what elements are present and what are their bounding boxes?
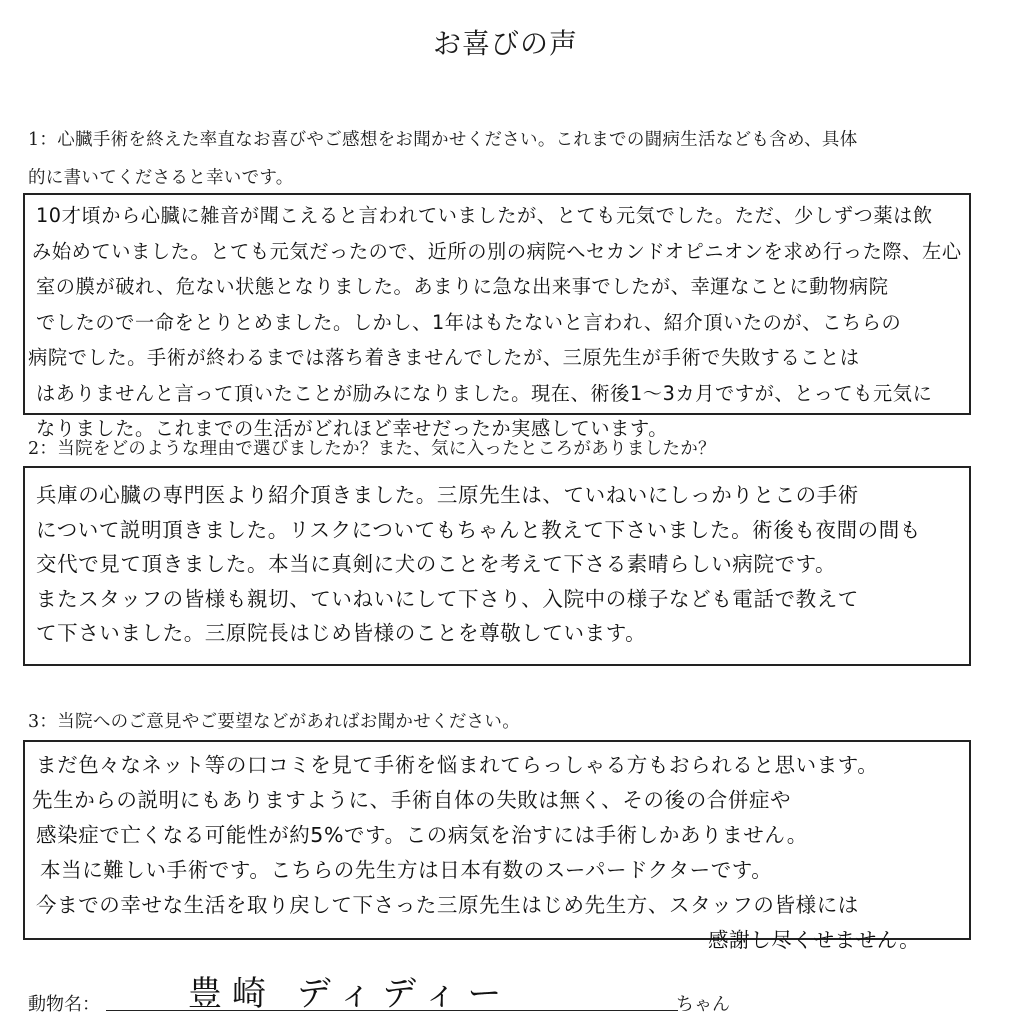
answer-2-line: 兵庫の心臓の専門医より紹介頂きました。三原先生は、ていねいにしっかりとこの手術 xyxy=(36,483,859,507)
answer-2-line: またスタッフの皆様も親切、ていねいにして下さり、入院中の様子なども電話で教えて xyxy=(36,586,859,611)
page-title: お喜びの声 xyxy=(432,27,578,60)
animal-name-label: 動物名： xyxy=(28,994,100,1015)
answer-3-line: 感謝し尽くせません。 xyxy=(708,928,921,952)
answer-3-line: 先生からの説明にもありますように、手術自体の失敗は無く、その後の合併症や xyxy=(32,788,792,812)
answer-2-line: て下さいました。三原院長はじめ皆様のことを尊敬しています。 xyxy=(36,621,647,645)
answer-3-line: 本当に難しい手術です。こちらの先生方は日本有数のスーパードクターです。 xyxy=(40,858,773,882)
answer-3-line: 感染症で亡くなる可能性が約5%です。この病気を治すには手術しかありません。 xyxy=(36,823,808,847)
question-3 xyxy=(28,703,978,741)
answer-1-line: み始めていました。とても元気だったので、近所の別の病院へセカンドオピニオンを求め行った際、左心 xyxy=(32,239,962,263)
answer-2-text xyxy=(36,478,921,651)
question-1 xyxy=(28,121,978,197)
question-2-line: 2：当院をどのような理由で選びましたか？また、気に入ったところがありましたか？ xyxy=(28,439,716,459)
answer-3-line: 今までの幸せな生活を取り戻して下さった三原先生はじめ先生方、スタッフの皆様には xyxy=(36,893,859,917)
question-3-line: 3：当院へのご意見やご要望などがあればお聞かせください。 xyxy=(28,712,521,732)
animal-name-value: 豊崎 ディディー xyxy=(188,974,512,1014)
answer-2-line: 交代で見て頂きました。本当に真剣に犬のことを考えて下さる素晴らしい病院です。 xyxy=(36,552,837,576)
answer-1-line: 病院でした。手術が終わるまでは落ち着きませんでしたが、三原先生が手術で失敗することは xyxy=(28,346,860,369)
question-1-line: 1：心臓手術を終えた率直なお喜びやご感想をお聞かせください。これまでの闘病生活なども含め、具体 xyxy=(28,130,858,150)
answer-3-text xyxy=(32,748,921,958)
answer-1-line: 10才頃から心臓に雑音が聞こえると言われていましたが、とても元気でした。ただ、少しずつ薬は飲 xyxy=(36,204,933,227)
animal-name-suffix: ちゃん xyxy=(676,994,730,1015)
answer-1-text xyxy=(28,198,962,447)
question-2 xyxy=(28,430,978,468)
answer-1-line: はありませんと言って頂いたことが励みになりました。現在、術後1〜3カ月ですが、とっても元気に xyxy=(36,381,933,405)
answer-2-line: について説明頂きました。リスクについてもちゃんと教えて下さいました。術後も夜間の間も xyxy=(36,517,921,542)
answer-1-line: 室の膜が破れ、危ない状態となりました。あまりに急な出来事でしたが、幸運なことに動物病院 xyxy=(36,275,889,298)
animal-name-row xyxy=(28,972,788,1020)
question-1-line: 的に書いてくださると幸いです。 xyxy=(28,168,294,188)
answer-1-line: なりました。これまでの生活がどれほど幸せだったか実感しています。 xyxy=(36,417,669,440)
answer-3-line: まだ色々なネット等の口コミを見て手術を悩まれてらっしゃる方もおられると思います。 xyxy=(36,753,879,777)
answer-1-line: でしたので一命をとりとめました。しかし、1年はもたないと言われ、紹介頂いたのが、こちらの xyxy=(36,310,902,334)
